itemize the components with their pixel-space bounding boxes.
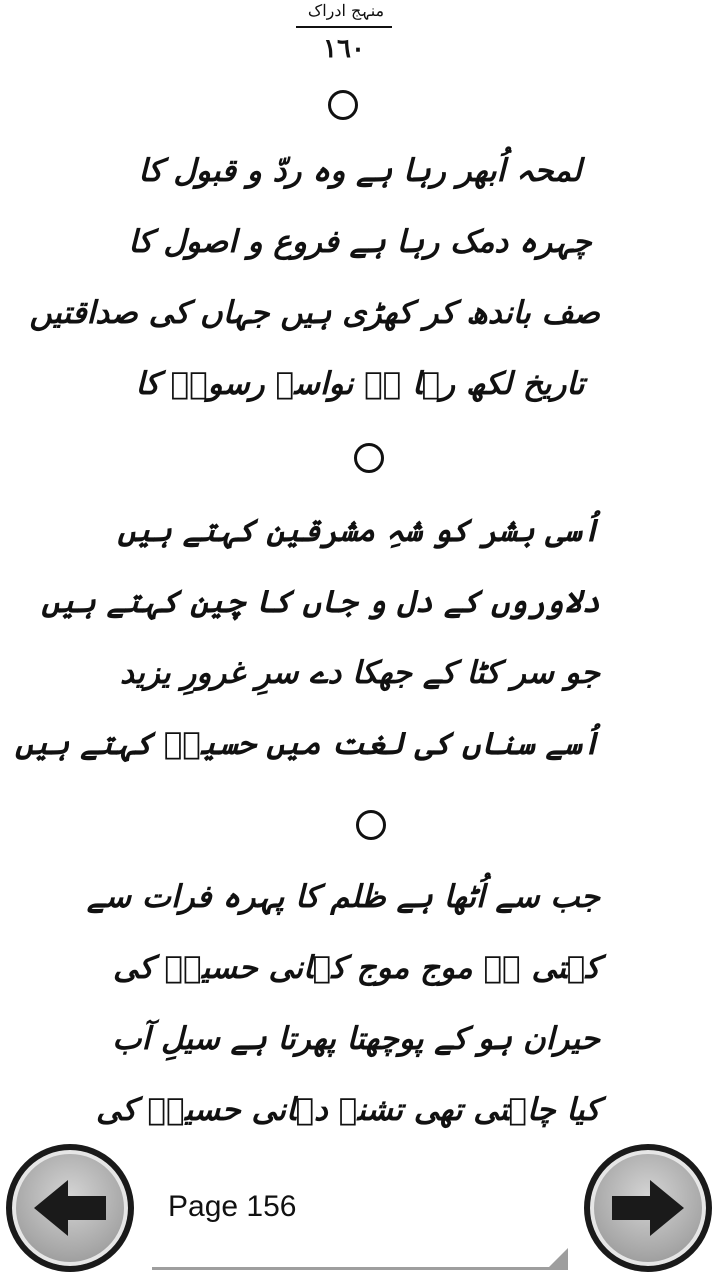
- printed-page-number: ١٦٠: [323, 34, 365, 64]
- stanza-separator-circle: [328, 90, 358, 120]
- arrow-left-icon: [12, 1150, 128, 1266]
- arrow-right-icon: [590, 1150, 706, 1266]
- verse-line: چہرہ دمک رہا ہے فروع و اصول کا: [128, 224, 592, 260]
- verse-line: تاریخ لکھ رہا ہے نواسہ رسولؐ کا: [135, 366, 585, 402]
- verse-line: کیا چاہتی تھی تشنہ دہانی حسینؑ کی: [95, 1092, 600, 1128]
- verse-line: لمحہ اُبھر رہا ہے وہ ردّ و قبول کا: [138, 153, 582, 189]
- next-page-button[interactable]: [584, 1144, 712, 1272]
- page-indicator-corner: [546, 1248, 568, 1270]
- previous-page-button[interactable]: [6, 1144, 134, 1272]
- verse-line: کہتی ہے موج موج کہانی حسینؑ کی: [112, 950, 600, 986]
- page-indicator: [152, 1168, 568, 1270]
- header-rule: [296, 26, 392, 28]
- stanza-separator-circle: [354, 443, 384, 473]
- verse-line: جب سے اُٹھا ہے ظلم کا پہرہ فرات سے: [86, 879, 600, 915]
- verse-line: اُسے سناں کی لغت میں حسینؑ کہتے ہیں: [14, 726, 600, 762]
- book-title: منہج ادراک: [307, 1, 385, 20]
- verse-line: جو سر کٹا کے جھکا دے سرِ غرورِ یزید: [119, 655, 600, 691]
- verse-line: اُسی بشر کو شہِ مشرقین کہتے ہیں: [117, 513, 600, 549]
- verse-line: صف باندھ کر کھڑی ہیں جہاں کی صداقتیں: [29, 295, 600, 331]
- page-label: Page 156: [168, 1190, 297, 1223]
- verse-line: دلاوروں کے دل و جاں کا چین کہتے ہیں: [41, 584, 600, 620]
- stanza-2: [14, 496, 600, 780]
- stanza-separator-circle: [356, 810, 386, 840]
- stanza-3: [86, 862, 600, 1146]
- page-indicator-underline: [152, 1267, 568, 1270]
- verse-line: حیران ہو کے پوچھتا پھرتا ہے سیلِ آب: [112, 1021, 600, 1057]
- stanza-1: [29, 136, 600, 420]
